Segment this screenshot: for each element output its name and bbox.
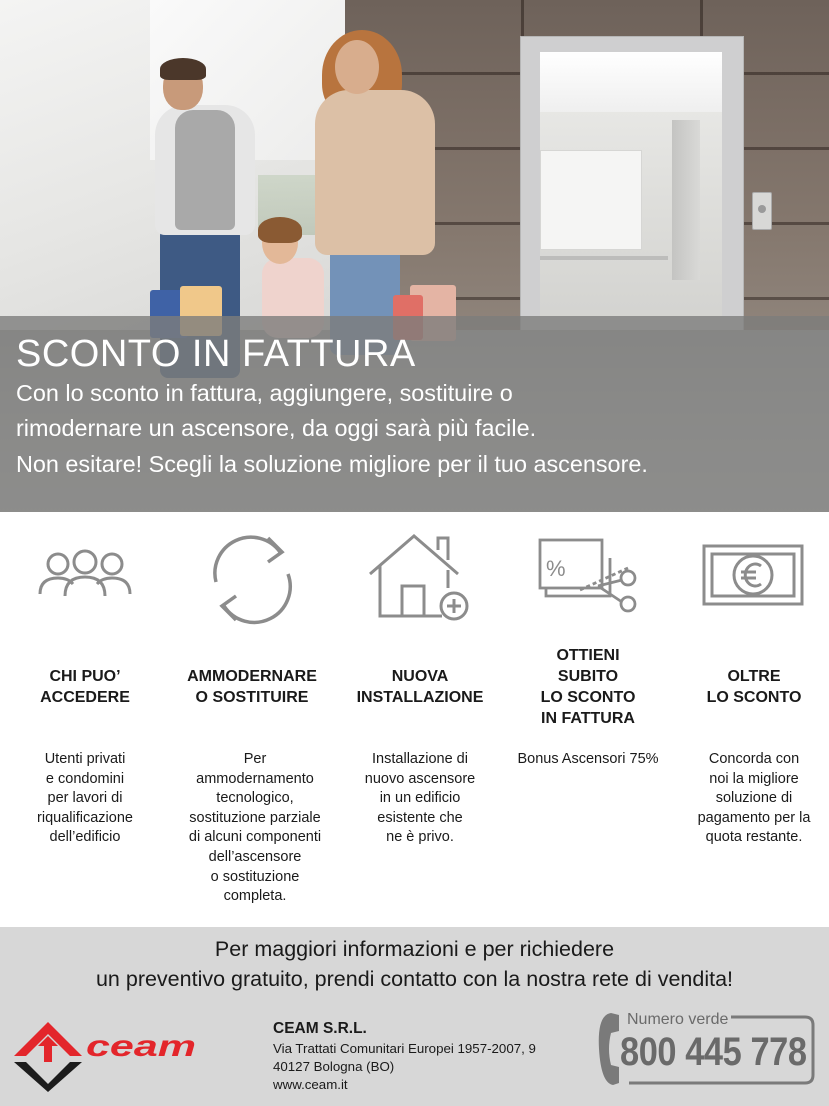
company-name: CEAM S.R.L. bbox=[273, 1020, 367, 1037]
elevator-call-button bbox=[752, 192, 772, 230]
feature-title-line: SUBITO bbox=[557, 668, 619, 685]
feature-title-line: AMMODERNARE bbox=[187, 668, 317, 685]
feature-title-ammodernare bbox=[167, 666, 337, 708]
feature-body-nuova-installazione bbox=[335, 750, 505, 848]
headline-text-line: rimodernare un ascensore, da oggi sarà più facile. bbox=[16, 415, 537, 441]
feature-body-line: e condomini bbox=[45, 770, 125, 787]
feature-title-line: CHI PUO’ bbox=[49, 668, 121, 685]
elevator-handrail bbox=[540, 256, 668, 260]
feature-body-line: completa. bbox=[223, 888, 287, 905]
feature-title-line: LO SCONTO bbox=[540, 689, 636, 706]
feature-body-line: sostituzione parziale bbox=[189, 809, 321, 826]
feature-body-line: ne è privo. bbox=[386, 829, 454, 846]
elevator-control-panel bbox=[672, 120, 700, 280]
feature-body-chi-puo-accedere bbox=[0, 750, 170, 848]
cta-text-line: un preventivo gratuito, prendi contatto con la nostra rete di vendita! bbox=[95, 967, 734, 991]
feature-title-nuova-installazione bbox=[335, 666, 505, 708]
feature-body-line: soluzione di bbox=[715, 790, 793, 807]
feature-body-line: in un edificio bbox=[379, 790, 461, 807]
cta-text-line: Per maggiori informazioni e per richiedere bbox=[214, 937, 615, 961]
house-plus-icon bbox=[364, 528, 474, 628]
euro-banknote-icon bbox=[698, 528, 808, 628]
feature-title-line: IN FATTURA bbox=[541, 710, 635, 727]
svg-text:%: % bbox=[546, 556, 566, 581]
feature-title-line: OLTRE bbox=[727, 668, 781, 685]
toll-free-number[interactable]: 800 445 778 bbox=[620, 1030, 807, 1074]
feature-title-line: O SOSTITUIRE bbox=[195, 689, 309, 706]
ceam-logo bbox=[14, 1022, 204, 1092]
feature-body-line: Bonus Ascensori 75% bbox=[517, 751, 659, 767]
feature-body-line: Installazione di bbox=[372, 751, 468, 767]
feature-title-line: NUOVA bbox=[391, 668, 449, 685]
discount-coupon-icon bbox=[532, 528, 642, 628]
feature-title-oltre-sconto bbox=[669, 666, 829, 708]
man-figure-shirt bbox=[175, 110, 235, 230]
headline-text-line: Non esitare! Scegli la soluzione migliore per il tuo ascensore. bbox=[16, 451, 648, 477]
headline-text-line: Con lo sconto in fattura, aggiungere, sostituire o bbox=[16, 380, 513, 406]
feature-body-line: Utenti privati bbox=[44, 751, 126, 767]
elevator-cabin-back-panel bbox=[540, 150, 642, 250]
feature-body-line: ammodernamento bbox=[196, 770, 314, 787]
headline-title: SCONTO IN FATTURA bbox=[16, 333, 416, 375]
feature-title-chi-puo-accedere bbox=[0, 666, 170, 708]
feature-body-line: Per bbox=[243, 751, 267, 767]
feature-body-line: per lavori di bbox=[47, 790, 123, 807]
feature-body-line: Concorda con bbox=[708, 751, 800, 767]
company-info bbox=[273, 1018, 573, 1094]
feature-title-line: OTTIENI bbox=[556, 647, 620, 664]
feature-body-line: dell’ascensore bbox=[208, 848, 302, 865]
woman-figure-coat bbox=[315, 90, 435, 255]
feature-body-line: pagamento per la bbox=[697, 809, 811, 826]
feature-body-line: quota restante. bbox=[705, 829, 803, 846]
feature-title-line: ACCEDERE bbox=[40, 689, 130, 706]
feature-body-line: noi la migliore bbox=[709, 770, 799, 787]
refresh-icon bbox=[196, 528, 306, 628]
child-figure-hair bbox=[258, 217, 302, 243]
feature-body-line: nuovo ascensore bbox=[364, 770, 476, 787]
woman-figure-head bbox=[335, 40, 379, 94]
feature-body-ammodernare bbox=[170, 750, 340, 907]
feature-body-line: di alcuni componenti bbox=[188, 829, 322, 846]
ceam-logo-wordmark: ceam bbox=[86, 1030, 196, 1063]
people-icon bbox=[30, 528, 140, 628]
feature-body-line: esistente che bbox=[377, 809, 463, 826]
company-website-link[interactable]: www.ceam.it bbox=[273, 1077, 348, 1092]
feature-body-oltre-sconto bbox=[669, 750, 829, 848]
elevator-cabin-ceiling bbox=[540, 52, 722, 112]
feature-title-line: INSTALLAZIONE bbox=[356, 689, 484, 706]
feature-body-line: o sostituzione bbox=[210, 868, 300, 885]
toll-free-label: Numero verde bbox=[624, 1011, 731, 1029]
telephone-handset-icon bbox=[599, 1013, 619, 1085]
feature-body-line: dell’edificio bbox=[49, 829, 121, 846]
feature-title-line: LO SCONTO bbox=[706, 689, 802, 706]
feature-title-ottieni-sconto bbox=[503, 645, 673, 729]
company-address-city: 40127 Bologna (BO) bbox=[273, 1059, 395, 1074]
man-figure-hair bbox=[160, 58, 206, 80]
feature-body-line: tecnologico, bbox=[216, 790, 294, 807]
company-address-street: Via Trattati Comunitari Europei 1957-2007, 9 bbox=[273, 1041, 536, 1056]
feature-body-line: riqualificazione bbox=[37, 809, 133, 826]
feature-body-ottieni-sconto bbox=[503, 750, 673, 770]
